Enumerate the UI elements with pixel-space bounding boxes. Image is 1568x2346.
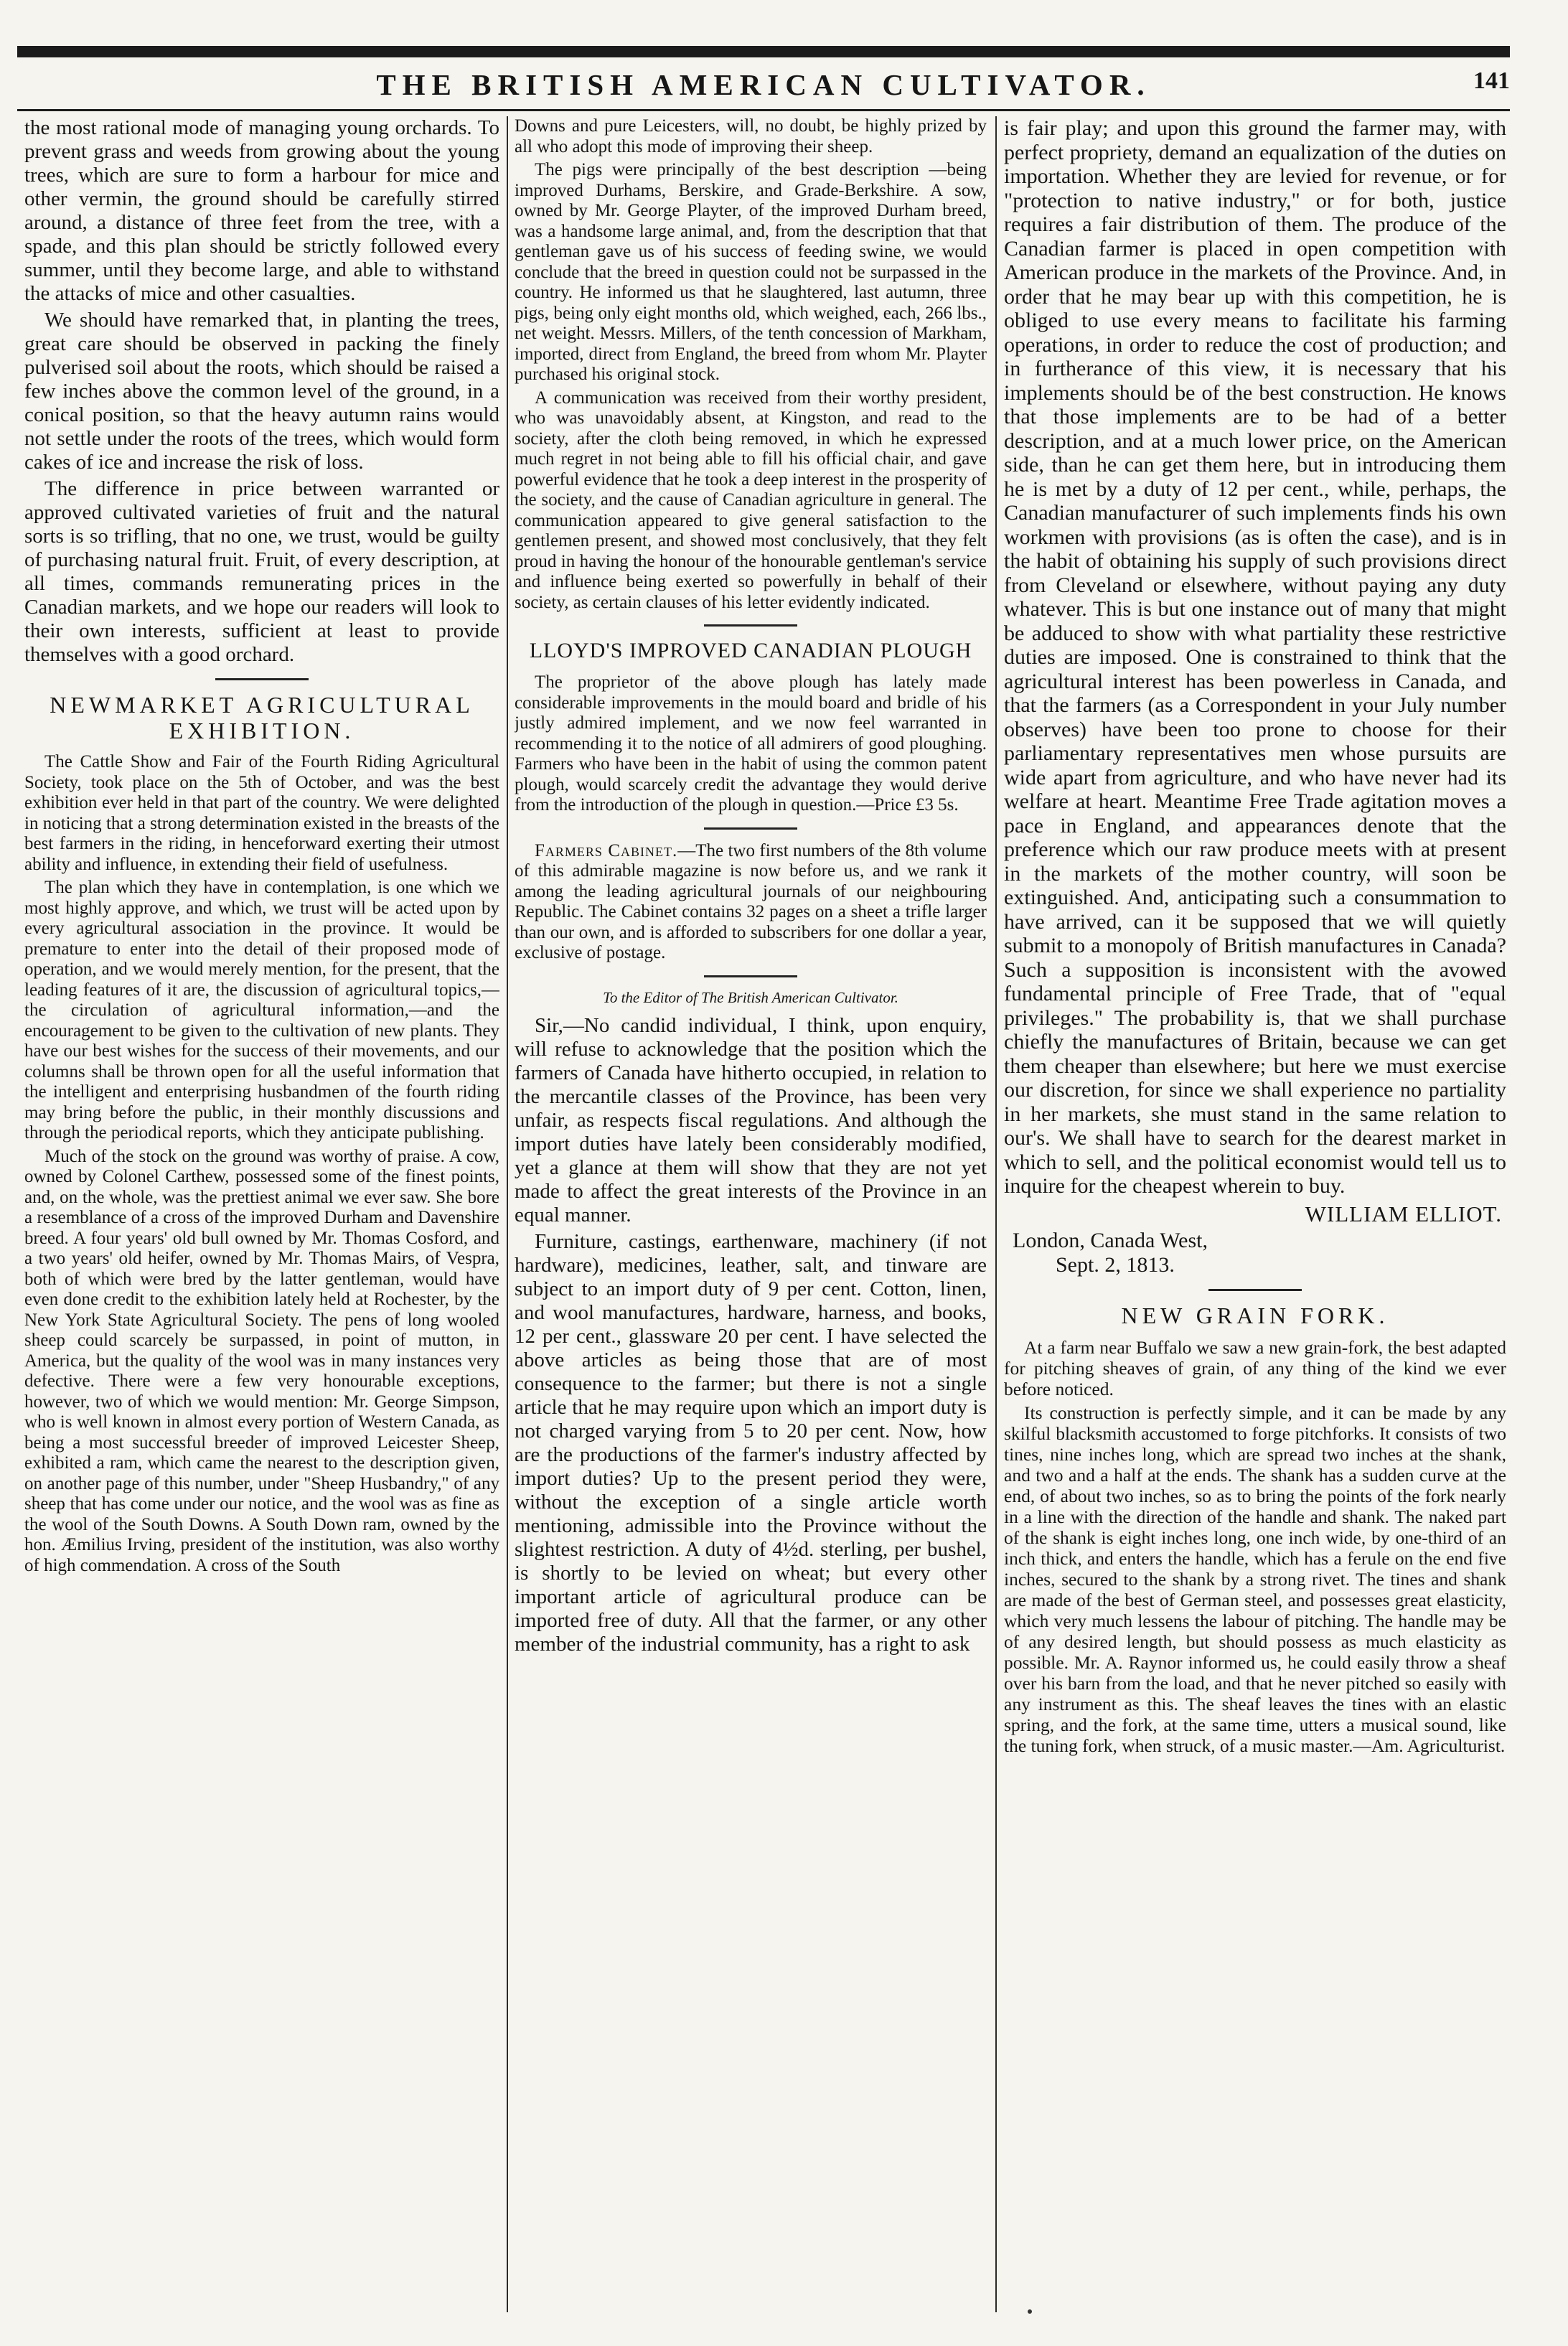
letter-paragraph: Furniture, castings, earthenware, machinery (if not hardware), medicines, leather, salt, and tinware are subject to an import duty of 9 per cent. Cotton, linen, and wool manufactures, hardware, harness, and books, 12 per cent., glassware 20 per cent. I have selected the above articles as being those that are of most consequence to the farmer; but there is not a single article that he may require upon which an import duty is not charged varying from 5 to 20 per cent. Now, how are the productions of the farmer's industry affected by import duties? Up to the present period they were, without the exception of a single article worth mentioning, admissible into the Province without the slightest restriction. A duty of 4½d. sterling, per bushel, is shortly to be levied on wheat; but every other important article of agricultural produce can be imported free of duty. All that the farmer, or any other member of the industrial community, has a right to ask — [515, 1229, 987, 1656]
header-rule — [17, 109, 1510, 111]
plough-heading: LLOYD'S IMPROVED CANADIAN PLOUGH — [529, 639, 972, 662]
section-rule — [704, 827, 797, 830]
newmarket-paragraph: The pigs were principally of the best description —being improved Durhams, Berskire, and Grade-Berkshire. A sow, owned by Mr. George Playter, of the improved Durham breed, was a handsome large animal, and, from the description that that gentleman gave us of his success of feeding swine, we would conclude that the breed in question could not be surpassed in the country. He informed us that he slaughtered, last autumn, three pigs, being only eight months old, which weighed, each, 266 lbs., net weight. Messrs. Millers, of the tenth concession of Markham, imported, direct from England, the breed from whom Mr. Playter purchased his original stock. — [515, 160, 987, 384]
section-rule — [704, 624, 797, 627]
masthead — [17, 65, 1510, 108]
cabinet-text: —The two first numbers of the 8th volume of this admirable magazine is now before us, and we rank it among the leading agricultural journals of our neighbouring Republic. The Cabinet contains 32 pages on a sheet a trifle larger than our own, and is afforded to subscribers for one dollar a year, exclusive of postage. — [515, 840, 987, 962]
ink-mark — [1028, 2309, 1032, 2314]
cabinet-paragraph — [515, 841, 987, 964]
column-divider — [507, 116, 508, 2312]
newmarket-paragraph: The Cattle Show and Fair of the Fourth Riding Agricultural Society, took place on the 5th of October, and was the best exhibition ever held in that part of the country. We were delighted in noticing that a strong determination existed in the breasts of the best farmers in the riding, in henceforward exerting their utmost ability and influence, in extending their field of usefulness. — [24, 752, 499, 874]
newmarket-paragraph: Much of the stock on the ground was worthy of praise. A cow, owned by Colonel Carthew, possessed some of the finest points, and, on the whole, was the prettiest animal we ever saw. She bore a resemblance of a cross of the improved Durham and Davenshire breed. A four years' old bull owned by Mr. Thomas Cosford, and a two years' old heifer, owned by Mr. Thomas Mairs, of Vespra, both of which were bred by the latter gentleman, would have even done credit to the exhibition lately held at Rochester, by the New York State Agricultural Society. The pens of long wooled sheep could scarcely be surpassed, in point of mutton, in America, but the quality of the wool was in many instances very defective. There were a few very honourable exceptions, however, two of which we would mention: Mr. George Simpson, who is well known in almost every portion of Western Canada, as being a most successful breeder of improved Leicester Sheep, exhibited a ram, which came the nearest to the description given, on another page of this number, under "Sheep Husbandry," of any sheep that has come under our notice, and the wool was as fine as the wool of the South Downs. A South Down ram, owned by the hon. Æmilius Irving, president of the institution, was also worthy of high commendation. A cross of the South — [24, 1146, 499, 1575]
plough-paragraph: The proprietor of the above plough has lately made considerable improvements in the mould board and bridle of his justly admired implement, and we now feel warranted in recommending it to the notice of all admirers of good ploughing. Farmers who have been in the habit of using the common patent plough, would scarcely credit the advantage they would derive from the introduction of the plough in question.—Price £3 5s. — [515, 672, 987, 815]
section-rule — [215, 678, 309, 680]
cabinet-lead: Farmers Cabinet. — [535, 840, 678, 860]
newmarket-paragraph: The plan which they have in contemplation, is one which we most highly approve, and which, we trust will be acted upon by every agricultural association in the province. It would be premature to enter into the detail of their proposed mode of operation, and we would merely mention, for the present, that the leading features of it are, the discussion of agricultural topics,—the circulation of agricultural information,—and the encouragement to be given to the cultivation of new plants. They have our best wishes for the success of their movements, and our columns shall be thrown open for all the useful information that the intelligent and enterprising husbandmen of the fourth riding may bring before the public, in their monthly discussions and through the periodical reports, which they anticipate publishing. — [24, 878, 499, 1142]
page-number: 141 — [1473, 67, 1510, 94]
grain-fork-paragraph: At a farm near Buffalo we saw a new grain-fork, the best adapted for pitching sheaves of grain, of any thing of the kind we ever before noticed. — [1004, 1336, 1506, 1399]
orchard-paragraph: the most rational mode of managing young orchards. To prevent grass and weeds from growing about the young trees, which are sure to form a harbour for mice and other vermin, the ground should be carefully stirred around, a distance of three feet from the tree, with a spade, and this plan should be strictly followed every summer, until they become large, and able to withstand the attacks of mice and other casualties. — [24, 116, 499, 305]
letter-paragraph: Sir,—No candid individual, I think, upon enquiry, will refuse to acknowledge that the position which the farmers of Canada have hitherto occupied, in relation to the mercantile classes of the Province, has been very unfair, as respects fiscal regulations. And although the import duties have lately been considerably modified, yet a glance at them will show that they are not yet made to affect the great interests of the Province in an equal manner. — [515, 1013, 987, 1226]
grain-fork-heading: NEW GRAIN FORK. — [1121, 1302, 1389, 1328]
orchard-paragraph: We should have remarked that, in planting the trees, great care should be observed in packing the finely pulverised soil about the roots, which should be raised a few inches above the common level of the ground, in a conical position, so that the heavy autumn rains would not settle under the roots of the trees, which would form cakes of ice and increase the risk of loss. — [24, 309, 499, 474]
column-1 — [24, 116, 499, 2312]
letter-place: London, Canada West, — [1013, 1228, 1208, 1252]
newmarket-paragraph: Downs and pure Leicesters, will, no doubt, be highly prized by all who adopt this mode of improving their sheep. — [515, 116, 987, 156]
grain-fork-paragraph: Its construction is perfectly simple, and it can be made by any skilful blacksmith accustomed to forge pitchforks. It consists of two tines, nine inches long, which are spread two inches at the shank, and two and a half at the ends. The shank has a sudden curve at the end, of about two inches, so as to bring the points of the fork nearly in a line with the direction of the handle and shank. The naked part of the shank is eight inches long, one inch wide, by one-third of an inch thick, and enters the handle, which has a ferule on the end five inches, secured to the shank by a strong rivet. The tines and shank are made of the best of German steel, and possesses great elasticity, which very much lessens the labour of pitching. The handle may be of any desired length, but should possess as much elasticity as possible. Mr. A. Raynor informed us, he could easily throw a sheaf over his barn from the load, and that he never pitched so easily with any instrument as this. The sheaf leaves the tines with an elastic spring, and the fork, at the same time, utters a musical sound, like the tuning fork, when struck, of a music master.—Am. Agriculturist. — [1004, 1402, 1506, 1756]
letter-heading: To the Editor of The British American Cultivator. — [603, 988, 898, 1006]
section-rule — [704, 975, 797, 977]
letter-date: Sept. 2, 1813. — [1056, 1252, 1175, 1277]
column-2 — [515, 116, 987, 2312]
newmarket-paragraph: A communication was received from their worthy president, who was unavoidably absent, at Kingston, and read to the society, after the cloth being removed, in which he expressed much regret in not being able to fill his official chair, and gave powerful evidence that he took a deep interest in the prosperity of the society, and the cause of Canadian agriculture in general. The communication appeared to give general satisfaction to the gentlemen present, and showed most conclusively, that they felt proud in having the honour of the honourable gentleman's service and influence being exerted so powerfully in behalf of their society, as certain clauses of his letter evidently indicated. — [515, 388, 987, 612]
letter-signature: WILLIAM ELLIOT. — [1305, 1201, 1502, 1226]
orchard-paragraph: The difference in price between warranted or approved cultivated varieties of fruit and the natural sorts is so trifling, that no one, we trust, would be guilty of purchasing natural fruit. Fruit, of every description, at all times, commands remunerating prices in the Canadian markets, and we hope our readers will look to their own interests, sufficient at least to provide themselves with a good orchard. — [24, 477, 499, 666]
letter-paragraph: is fair play; and upon this ground the farmer may, with perfect propriety, demand an equalization of the duties on importation. Whether they are levied for revenue, or for "protection to native industry," or for both, justice requires a fair distribution of them. The produce of the Canadian farmer is placed in open competition with American produce in the markets of the Province. And, in order that he may bear up with this competition, he is obliged to use every means to facilitate his farming operations, in order to reduce the cost of production; and in furtherance of this view, it is necessary that his implements should be of the best construction. He knows that those implements are to be had of a better description, and at a much lower price, on the American side, than he can get them here, but in introducing them he is met by a duty of 12 per cent., while, perhaps, the Canadian manufacturer of such implements finds his own workmen with provisions (as is often the case), and is in the habit of obtaining his supply of such provisions direct from Cleveland or elsewhere, without paying any duty whatever. This is but one instance out of many that might be adduced to show with what partiality these restrictive duties are imposed. One is constrained to think that the agricultural interest has been powerless in Canada, and that the farmers (as a Correspondent in your July number observes) have been too prone to choose for their parliamentary representatives men whose pursuits are wide apart from agriculture, and who have never had its welfare at heart. Meantime Free Trade agitation moves a pace in England, and appearances denote that the preference which our raw produce meets with at present in the markets of the mother country, will soon be extinguished. And, anticipating such a consummation to have arrived, can it be supposed that we will quietly submit to a monopoly of British manufactures in Canada? Such a supposition is inconsistent with the avowed fundamental principle of Free Trade, that of "equal privileges." The probability is, that we shall purchase chiefly the manufactures of Britain, because we can get them cheaper than elsewhere; but here we must exercise our discretion, for since we shall experience no partiality in her markets, she must stand in the same relation to our's. We shall have to search for the dearest market in which to sell, and the political economist would tell us to inquire for the cheapest wherein to buy. — [1004, 116, 1506, 1198]
column-3 — [1004, 116, 1506, 2312]
masthead-title: THE BRITISH AMERICAN CULTIVATOR. — [376, 68, 1151, 101]
newmarket-heading: NEWMARKET AGRICULTURAL EXHIBITION. — [50, 692, 474, 743]
top-rule — [17, 46, 1510, 57]
section-rule — [1208, 1289, 1302, 1291]
column-divider — [995, 116, 997, 2312]
